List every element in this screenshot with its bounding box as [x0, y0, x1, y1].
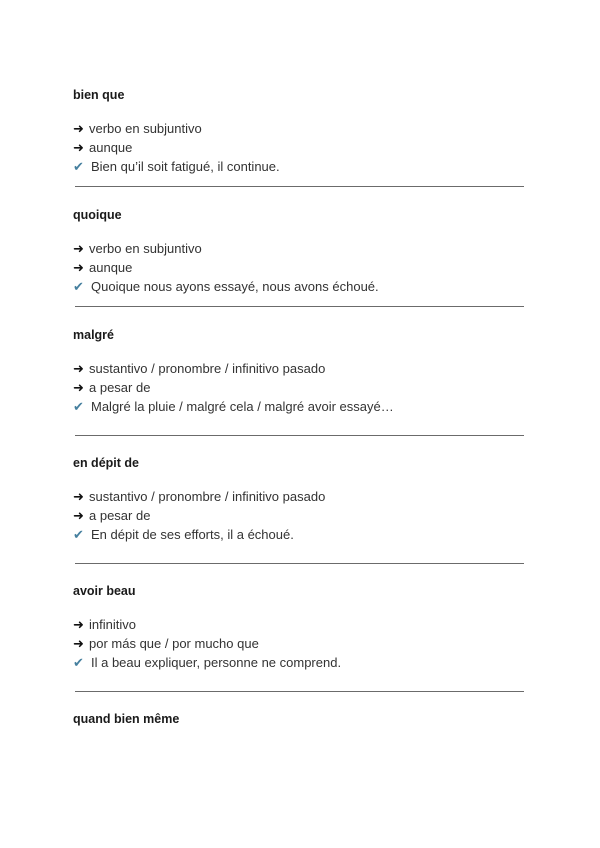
example-text: En dépit de ses efforts, il a échoué. [91, 527, 294, 542]
divider [75, 691, 524, 692]
translation-text: aunque [89, 140, 133, 155]
entry-en-depit-de [73, 456, 525, 544]
translation-text: a pesar de [89, 508, 151, 523]
check-icon: ✔ [73, 279, 84, 294]
example-text: Il a beau expliquer, personne ne comprend. [91, 655, 342, 670]
translation-text: aunque [89, 260, 133, 275]
grammar-line [73, 359, 525, 378]
example-line [73, 277, 525, 296]
arrow-icon: ➜ [73, 260, 84, 275]
grammar-line [73, 615, 525, 634]
example-line [73, 653, 525, 672]
term-heading: bien que [73, 88, 125, 102]
translation-line [73, 138, 525, 157]
grammar-line [73, 239, 525, 258]
example-line [73, 525, 525, 544]
entry-quoique [73, 208, 525, 296]
translation-line [73, 258, 525, 277]
translation-text: por más que / por mucho que [89, 636, 259, 651]
entry-avoir-beau [73, 584, 525, 672]
entry-malgre [73, 328, 525, 416]
example-line [73, 397, 525, 416]
arrow-icon: ➜ [73, 380, 84, 395]
arrow-icon: ➜ [73, 508, 84, 523]
arrow-icon: ➜ [73, 489, 84, 504]
entry-bien-que [73, 88, 525, 176]
term-heading: quoique [73, 208, 122, 222]
divider [75, 563, 524, 564]
grammar-text: infinitivo [89, 617, 136, 632]
term-heading: malgré [73, 328, 114, 342]
example-text: Bien qu’il soit fatigué, il continue. [91, 159, 280, 174]
term-heading: quand bien même [73, 712, 180, 726]
grammar-line [73, 119, 525, 138]
grammar-text: verbo en subjuntivo [89, 241, 202, 256]
arrow-icon: ➜ [73, 121, 84, 136]
example-line [73, 157, 525, 176]
arrow-icon: ➜ [73, 617, 84, 632]
arrow-icon: ➜ [73, 361, 84, 376]
example-text: Malgré la pluie / malgré cela / malgré avoir essayé… [91, 399, 394, 414]
check-icon: ✔ [73, 655, 84, 670]
divider [75, 435, 524, 436]
translation-text: a pesar de [89, 380, 151, 395]
translation-line [73, 378, 525, 397]
arrow-icon: ➜ [73, 140, 84, 155]
arrow-icon: ➜ [73, 636, 84, 651]
translation-line [73, 634, 525, 653]
grammar-text: sustantivo / pronombre / infinitivo pasado [89, 361, 326, 376]
check-icon: ✔ [73, 527, 84, 542]
grammar-text: verbo en subjuntivo [89, 121, 202, 136]
example-text: Quoique nous ayons essayé, nous avons échoué. [91, 279, 379, 294]
term-heading: en dépit de [73, 456, 139, 470]
divider [75, 306, 524, 307]
check-icon: ✔ [73, 159, 84, 174]
entry-quand-bien-meme [73, 712, 525, 727]
grammar-line [73, 487, 525, 506]
grammar-text: sustantivo / pronombre / infinitivo pasado [89, 489, 326, 504]
divider [75, 186, 524, 187]
term-heading: avoir beau [73, 584, 136, 598]
arrow-icon: ➜ [73, 241, 84, 256]
check-icon: ✔ [73, 399, 84, 414]
translation-line [73, 506, 525, 525]
